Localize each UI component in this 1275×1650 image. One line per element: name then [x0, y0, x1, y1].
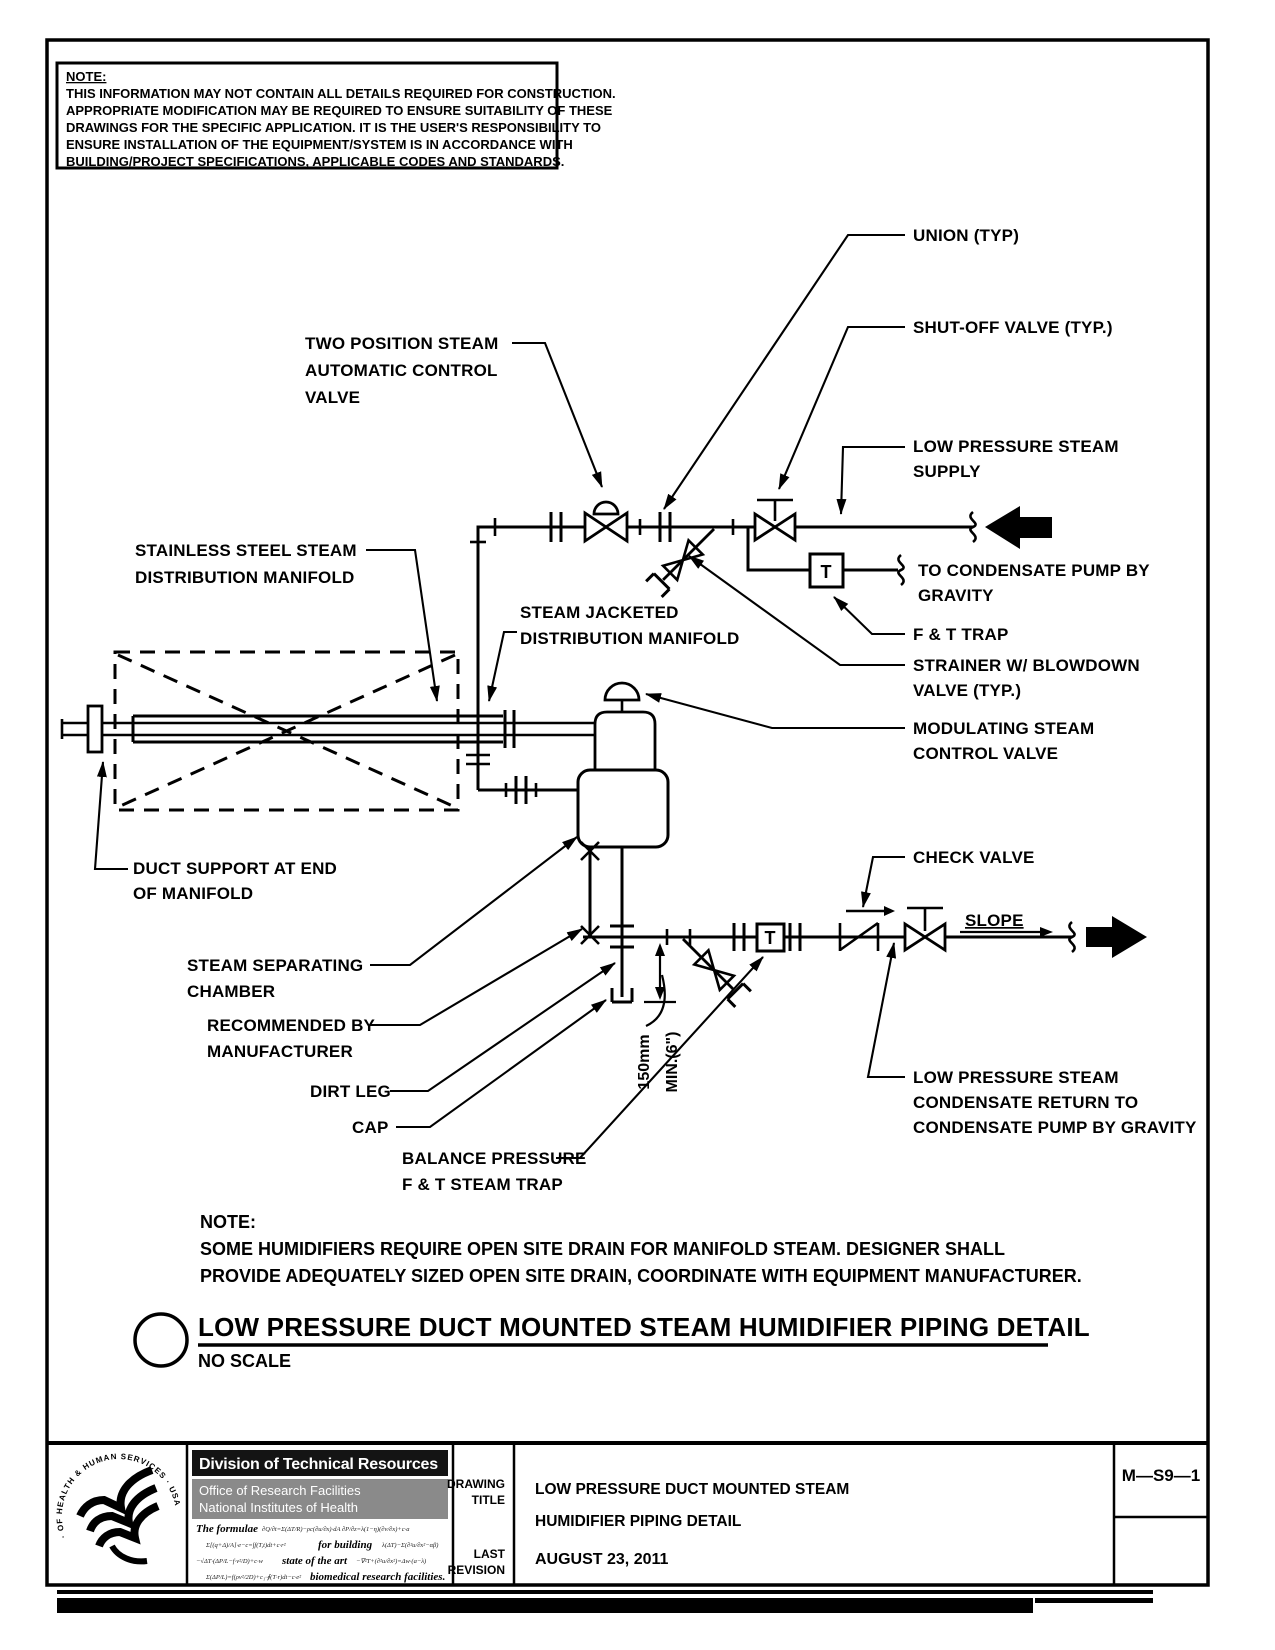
- label-two-position-valve: VALVE: [305, 388, 361, 407]
- steam-separating-chamber: [478, 683, 668, 847]
- institute-name: National Institutes of Health: [199, 1500, 358, 1515]
- dimension-min: MIN.(6"): [664, 1031, 681, 1093]
- label-recommended: MANUFACTURER: [207, 1042, 353, 1061]
- label-condensate-return: LOW PRESSURE STEAM: [913, 1068, 1119, 1087]
- label-cap: CAP: [352, 1118, 389, 1137]
- motto-word: for building: [318, 1539, 373, 1551]
- label-two-position-valve: TWO POSITION STEAM: [305, 334, 499, 353]
- titleblock-title-line1: LOW PRESSURE DUCT MOUNTED STEAM: [535, 1481, 850, 1498]
- motto-equation: Σ[(q+Δ)/A]·e−c=∫f(T,t)dt+c·r²: [206, 1542, 286, 1549]
- motto-word: state of the art: [282, 1555, 348, 1567]
- motto-word: The formulae: [196, 1523, 259, 1535]
- hhs-logo: [55, 1452, 182, 1561]
- titleblock-title-line2: HUMIDIFIER PIPING DETAIL: [535, 1513, 742, 1530]
- label-union: UNION (TYP): [913, 226, 1020, 245]
- label-balance-trap: F & T STEAM TRAP: [402, 1175, 563, 1194]
- division-name: Division of Technical Resources: [199, 1456, 438, 1473]
- office-name: Office of Research Facilities: [199, 1483, 361, 1498]
- label-modulating-valve: MODULATING STEAM: [913, 719, 1095, 738]
- label-stainless-manifold: STAINLESS STEEL STEAM: [135, 541, 357, 560]
- last-revision-label: LAST: [473, 1547, 505, 1561]
- label-steam-jacketed-manifold: DISTRIBUTION MANIFOLD: [520, 629, 740, 648]
- motto-equation: ∂Q/∂t=Σ(ΔT/R)−ρc(∂u/∂x)·dA ∂P/∂z=λ(1−η)(∂v/∂x)+c·a: [262, 1526, 410, 1533]
- note-line: DRAWINGS FOR THE SPECIFIC APPLICATION. IT IS THE USER'S RESPONSIBILITY TO: [66, 120, 601, 135]
- note-box: [57, 63, 616, 169]
- motto-equation: −∇²T+(∂²u/∂x²)=Δw·(a−λ): [356, 1558, 427, 1565]
- label-check-valve: CHECK VALVE: [913, 848, 1035, 867]
- label-modulating-valve: CONTROL VALVE: [913, 744, 1059, 763]
- steam-supply-flow-arrow: [985, 506, 1052, 549]
- revision-date: AUGUST 23, 2011: [535, 1551, 669, 1568]
- check-valve-symbol: [840, 906, 895, 951]
- two-position-control-valve-symbol: [585, 502, 627, 541]
- label-ft-trap: F & T TRAP: [913, 625, 1009, 644]
- strainer-blowdown-symbol: [675, 931, 751, 1007]
- label-shutoff-valve: SHUT-OFF VALVE (TYP.): [913, 318, 1113, 337]
- note-line: ENSURE INSTALLATION OF THE EQUIPMENT/SYSTEM IS IN ACCORDANCE WITH: [66, 137, 573, 152]
- note-line: THIS INFORMATION MAY NOT CONTAIN ALL DETAILS REQUIRED FOR CONSTRUCTION.: [66, 86, 616, 101]
- label-duct-support: DUCT SUPPORT AT END: [133, 859, 338, 878]
- bottom-note-line: PROVIDE ADEQUATELY SIZED OPEN SITE DRAIN, COORDINATE WITH EQUIPMENT MANUFACTURER.: [200, 1266, 1082, 1286]
- label-separating-chamber: STEAM SEPARATING: [187, 956, 364, 975]
- note-heading: NOTE:: [66, 69, 107, 84]
- label-to-condensate-pump: GRAVITY: [918, 586, 994, 605]
- drawing-title-label: TITLE: [471, 1493, 505, 1507]
- hhs-seal-text: · OF HEALTH & HUMAN SERVICES · USA: [54, 1451, 183, 1540]
- bottom-note: [200, 1212, 1082, 1286]
- label-strainer: STRAINER W/ BLOWDOWN: [913, 656, 1140, 675]
- bottom-note-line: SOME HUMIDIFIERS REQUIRE OPEN SITE DRAIN FOR MANIFOLD STEAM. DESIGNER SHALL: [200, 1239, 1006, 1259]
- top-condensate-branch: [748, 527, 904, 587]
- bottom-bars: [57, 1590, 1153, 1613]
- duct-outline: [115, 652, 458, 810]
- balance-trap-letter: T: [764, 928, 776, 948]
- detail-title-text: LOW PRESSURE DUCT MOUNTED STEAM HUMIDIFIER PIPING DETAIL: [198, 1312, 1090, 1342]
- label-to-condensate-pump: TO CONDENSATE PUMP BY: [918, 561, 1150, 580]
- label-condensate-return: CONDENSATE RETURN TO: [913, 1093, 1139, 1112]
- motto-equation: Σ(ΔP/L)=f(ρv²/2D)+c₁·∮(T·r)dt−c·e²: [206, 1574, 302, 1581]
- label-dirt-leg: DIRT LEG: [310, 1082, 391, 1101]
- motto-equation: −√ΔT·(ΔP/L−f·v²/D)+c·w: [196, 1558, 263, 1565]
- strainer-blowdown-symbol: [646, 521, 722, 597]
- label-balance-trap: BALANCE PRESSURE: [402, 1149, 587, 1168]
- label-separating-chamber: CHAMBER: [187, 982, 276, 1001]
- pipe-break-symbol: [970, 512, 975, 542]
- detail-scale: NO SCALE: [198, 1351, 292, 1371]
- note-line: BUILDING/PROJECT SPECIFICATIONS, APPLICABLE CODES AND STANDARDS.: [66, 154, 565, 169]
- manifold-end-support: [88, 706, 102, 752]
- drawing-number: M—S9—1: [1121, 1466, 1201, 1485]
- gate-valve-symbol: [905, 908, 945, 950]
- label-stainless-manifold: DISTRIBUTION MANIFOLD: [135, 568, 355, 587]
- bottom-note-heading: NOTE:: [200, 1212, 256, 1232]
- last-revision-label: REVISION: [447, 1563, 505, 1577]
- pipe-break-symbol: [1069, 922, 1074, 952]
- detail-bubble: [135, 1314, 187, 1366]
- dtr-banner: [192, 1450, 448, 1583]
- label-strainer: VALVE (TYP.): [913, 681, 1022, 700]
- motto-word: biomedical research facilities.: [310, 1571, 446, 1583]
- condensate-flow-arrow: [1086, 916, 1147, 958]
- drawing-title-label: DRAWING: [447, 1477, 505, 1491]
- label-steam-jacketed-manifold: STEAM JACKETED: [520, 603, 679, 622]
- title-block: [47, 1443, 1208, 1585]
- hhs-eagle-icon: [80, 1470, 158, 1561]
- note-line: APPROPRIATE MODIFICATION MAY BE REQUIRED TO ENSURE SUITABILITY OF THESE: [66, 103, 613, 118]
- motto-equation: λ(ΔT)−Σ(∂²u/∂x²−αβ): [382, 1542, 439, 1549]
- label-condensate-return: CONDENSATE PUMP BY GRAVITY: [913, 1118, 1197, 1137]
- detail-title: [135, 1312, 1090, 1371]
- dirt-leg-dimension: [636, 943, 681, 1092]
- shutoff-valve-symbol: [755, 500, 795, 540]
- label-slope: SLOPE: [965, 911, 1024, 930]
- label-duct-support: OF MANIFOLD: [133, 884, 254, 903]
- label-recommended: RECOMMENDED BY: [207, 1016, 376, 1035]
- dimension-value: 150mm: [636, 1034, 653, 1090]
- modulating-valve-dome: [605, 683, 639, 700]
- label-lp-steam-supply: LOW PRESSURE STEAM: [913, 437, 1119, 456]
- pipe-break-symbol: [898, 555, 903, 585]
- label-two-position-valve: AUTOMATIC CONTROL: [305, 361, 498, 380]
- condensate-return-line: [581, 842, 1147, 1007]
- ft-trap-letter: T: [820, 562, 832, 582]
- motto-formulae: [196, 1523, 445, 1583]
- label-lp-steam-supply: SUPPLY: [913, 462, 981, 481]
